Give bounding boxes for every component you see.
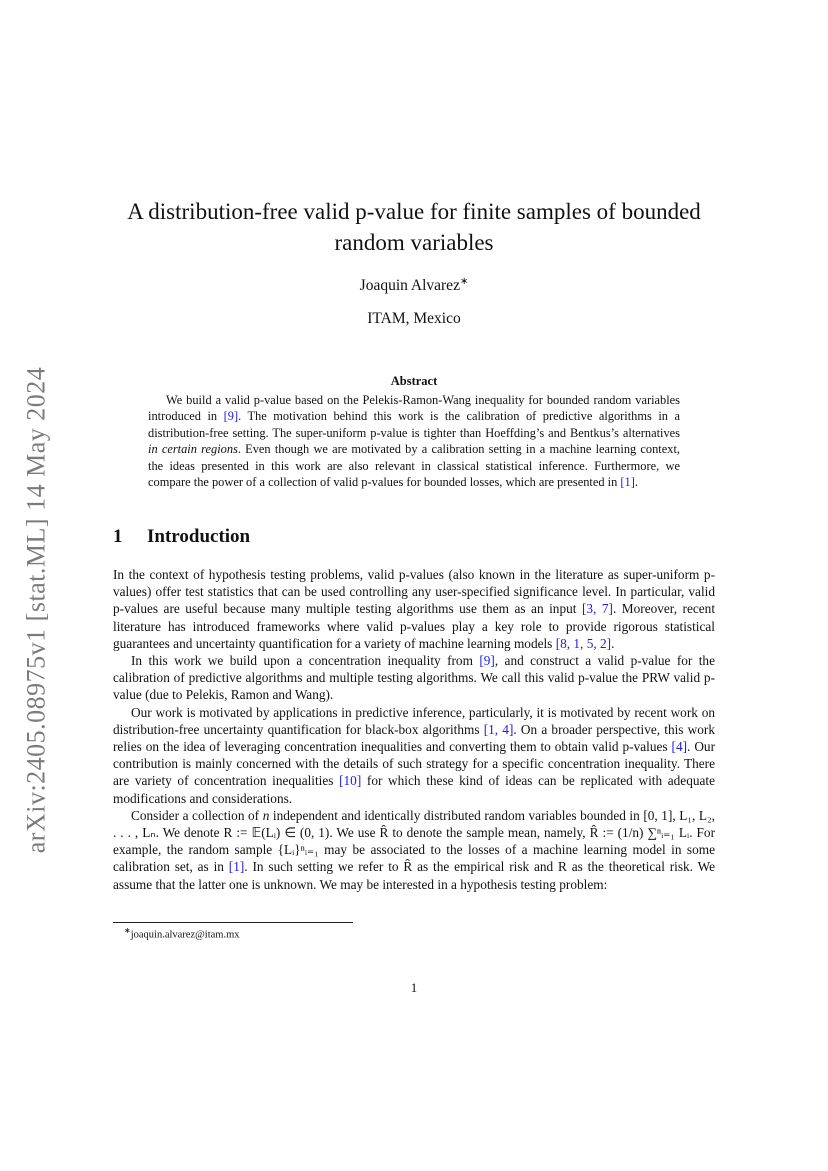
citation-link[interactable]: [10] <box>339 773 362 789</box>
emphasis: in certain regions <box>148 442 238 457</box>
footnote-email[interactable]: joaquin.alvarez@itam.mx <box>130 929 240 941</box>
citation-link[interactable]: [8, 1, 5, 2] <box>555 635 612 651</box>
section-number: 1 <box>113 526 123 547</box>
paragraph: Our work is motivated by applications in predictive inference, particularly, it is motivated by recent work on distribution-free uncertainty quantification for black-box algorithms [1, 4]. On a broader perspective, this work relies on the idea of leveraging concentration inequalities and converting them to obtain valid p-values [4]. Our contribution is mainly concerned with the details of such strategy for a specific concentration inequality. There are variety of concentration inequalities [10] for which these kind of ideas can be replicated with adequate modifications and considerations. <box>113 704 716 806</box>
abstract-heading: Abstract <box>390 374 438 388</box>
citation-link[interactable]: [1] <box>228 859 245 875</box>
paper-title: A distribution-free valid p-value for finite samples of bounded random variables <box>127 199 701 255</box>
citation-link[interactable]: [1, 4] <box>483 721 514 737</box>
citation-link[interactable]: [1] <box>620 475 635 490</box>
abstract-text: We build a valid p-value based on the Pelekis-Ramon-Wang inequality for bounded random variables introduced in [9]. The motivation behind this work is the calibration of predictive algorithms in a distribution-free setting. The super-uniform p-value is tighter than Hoeffding’s and Bentkus’s alternatives in certain regions. Even though we are motivated by a calibration setting in a machine learning context, the ideas presented in this work are also relevant in classical statistical inference. Furthermore, we compare the power of a collection of valid p-values for bounded losses, which are presented in [1]. <box>148 393 680 490</box>
page-number: 1 <box>410 980 418 995</box>
author-name: Joaquin Alvarez <box>359 277 460 295</box>
citation-link[interactable]: [4] <box>671 739 688 755</box>
affiliation: ITAM, Mexico <box>367 310 461 327</box>
paragraph: In the context of hypothesis testing problems, valid p-values (also known in the literature as super-uniform p-values) offer test statistics that can be used controlling any user-specified significance level. In particular, valid p-values are useful because many multiple testing algorithms use them as an input [3, 7]. Moreover, recent literature has introduced frameworks where valid p-values play a key role to provide rigorous statistical guarantees and uncertainty quantification for a variety of machine learning models [8, 1, 5, 2]. <box>113 567 716 651</box>
citation-link[interactable]: [3, 7] <box>581 601 613 617</box>
section-heading <box>113 526 250 548</box>
author-footnote-mark[interactable]: ∗ <box>459 276 469 287</box>
paragraph: Consider a collection of n independent and identically distributed random variables bounded in [0, 1], L₁, L₂, . . . , Lₙ. We denote R := 𝔼(Lᵢ) ∈ (0, 1). We use R̂ to denote the sample mean, namely, R̂ := (1/n) ∑ⁿᵢ₌₁ Lᵢ. For example, the random sample {Lᵢ}ⁿᵢ₌₁ may be associated to the losses of a machine learning model in some calibration set, as in [1]. In such setting we refer to R̂ as the empirical risk and R as the theoretical risk. We assume that the latter one is unknown. We may be interested in a hypothesis testing problem: <box>113 807 716 892</box>
footnote-rule <box>113 922 353 923</box>
arxiv-stamp <box>8 350 64 870</box>
footnote <box>124 926 240 941</box>
body-text <box>113 566 715 893</box>
arxiv-stamp-text: arXiv:2405.08975v1 [stat.ML] 14 May 2024 <box>21 366 51 854</box>
math-variable: n <box>262 807 270 823</box>
section-title: Introduction <box>147 526 251 547</box>
paragraph: In this work we build upon a concentration inequality from [9], and construct a valid p-value for the calibration of predictive algorithms and multiple testing algorithms. We call this valid p-value the PRW valid p-value (due to Pelekis, Ramon and Wang). <box>113 653 715 703</box>
author-line <box>110 276 718 295</box>
citation-link[interactable]: [9] <box>479 653 495 669</box>
citation-link[interactable]: [9] <box>223 409 239 424</box>
footnote-mark: ∗ <box>124 926 131 935</box>
